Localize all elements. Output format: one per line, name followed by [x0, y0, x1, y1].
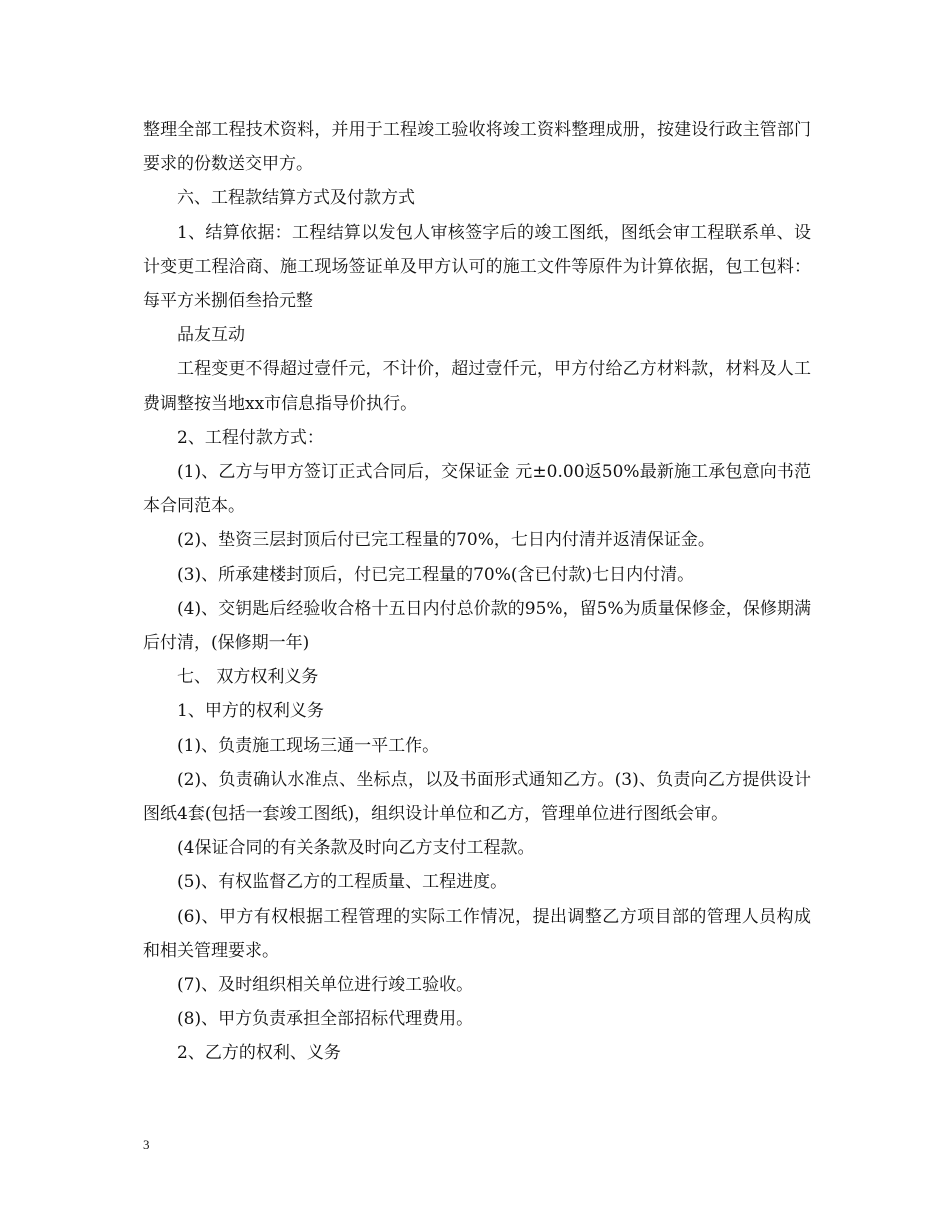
paragraph: 品友互动 — [177, 325, 245, 346]
paragraph: (1)、乙方与甲方签订正式合同后，交保证金 元±0.00返50%最新施工承包意向书范本合同范本。 — [143, 462, 811, 517]
paragraph: 七、 双方权利义务 — [177, 667, 319, 688]
paragraph: (2)、垫资三层封顶后付已完工程量的70%，七日内付清并返清保证金。 — [177, 530, 715, 551]
paragraph: (8)、甲方负责承担全部招标代理费用。 — [177, 1009, 474, 1030]
paragraph: (3)、所承建楼封顶后，付已完工程量的70%(含已付款)七日内付清。 — [177, 564, 695, 585]
paragraph: (1)、负责施工现场三通一平工作。 — [177, 735, 440, 756]
paragraph: 整理全部工程技术资料，并用于工程竣工验收将竣工资料整理成册，按建设行政主管部门要求的份数送交甲方。 — [143, 120, 811, 175]
paragraph: 2、工程付款方式： — [177, 427, 324, 448]
paragraph: 1、甲方的权利义务 — [177, 701, 324, 722]
paragraph: (4保证合同的有关条款及时向乙方支付工程款。 — [177, 838, 535, 859]
paragraph: (7)、及时组织相关单位进行竣工验收。 — [177, 975, 474, 996]
paragraph: (6)、甲方有权根据工程管理的实际工作情况，提出调整乙方项目部的管理人员构成和相关管理要求。 — [143, 906, 811, 961]
page-number: 3 — [143, 1137, 150, 1152]
paragraph: (4)、交钥匙后经验收合格十五日内付总价款的95%，留5%为质量保修金，保修期满后付清，(保修期一年) — [143, 598, 811, 654]
paragraph: 工程变更不得超过壹仟元，不计价，超过壹仟元，甲方付给乙方材料款，材料及人工费调整按当地xx市信息指导价执行。 — [143, 359, 811, 414]
paragraph: (2)、负责确认水准点、坐标点，以及书面形式通知乙方。(3)、负责向乙方提供设计图纸4套(包括一套竣工图纸)，组织设计单位和乙方，管理单位进行图纸会审。 — [143, 769, 811, 825]
paragraph: 1、结算依据：工程结算以发包人审核签字后的竣工图纸，图纸会审工程联系单、设计变更工程洽商、施工现场签证单及甲方认可的施工文件等原件为计算依据，包工包料：每平方米捌佰叁拾元整 — [143, 222, 811, 312]
paragraph: 六、工程款结算方式及付款方式 — [177, 188, 415, 209]
paragraph: (5)、有权监督乙方的工程质量、工程进度。 — [177, 872, 508, 893]
document-body — [143, 113, 811, 1071]
paragraph: 2、乙方的权利、义务 — [177, 1043, 341, 1064]
